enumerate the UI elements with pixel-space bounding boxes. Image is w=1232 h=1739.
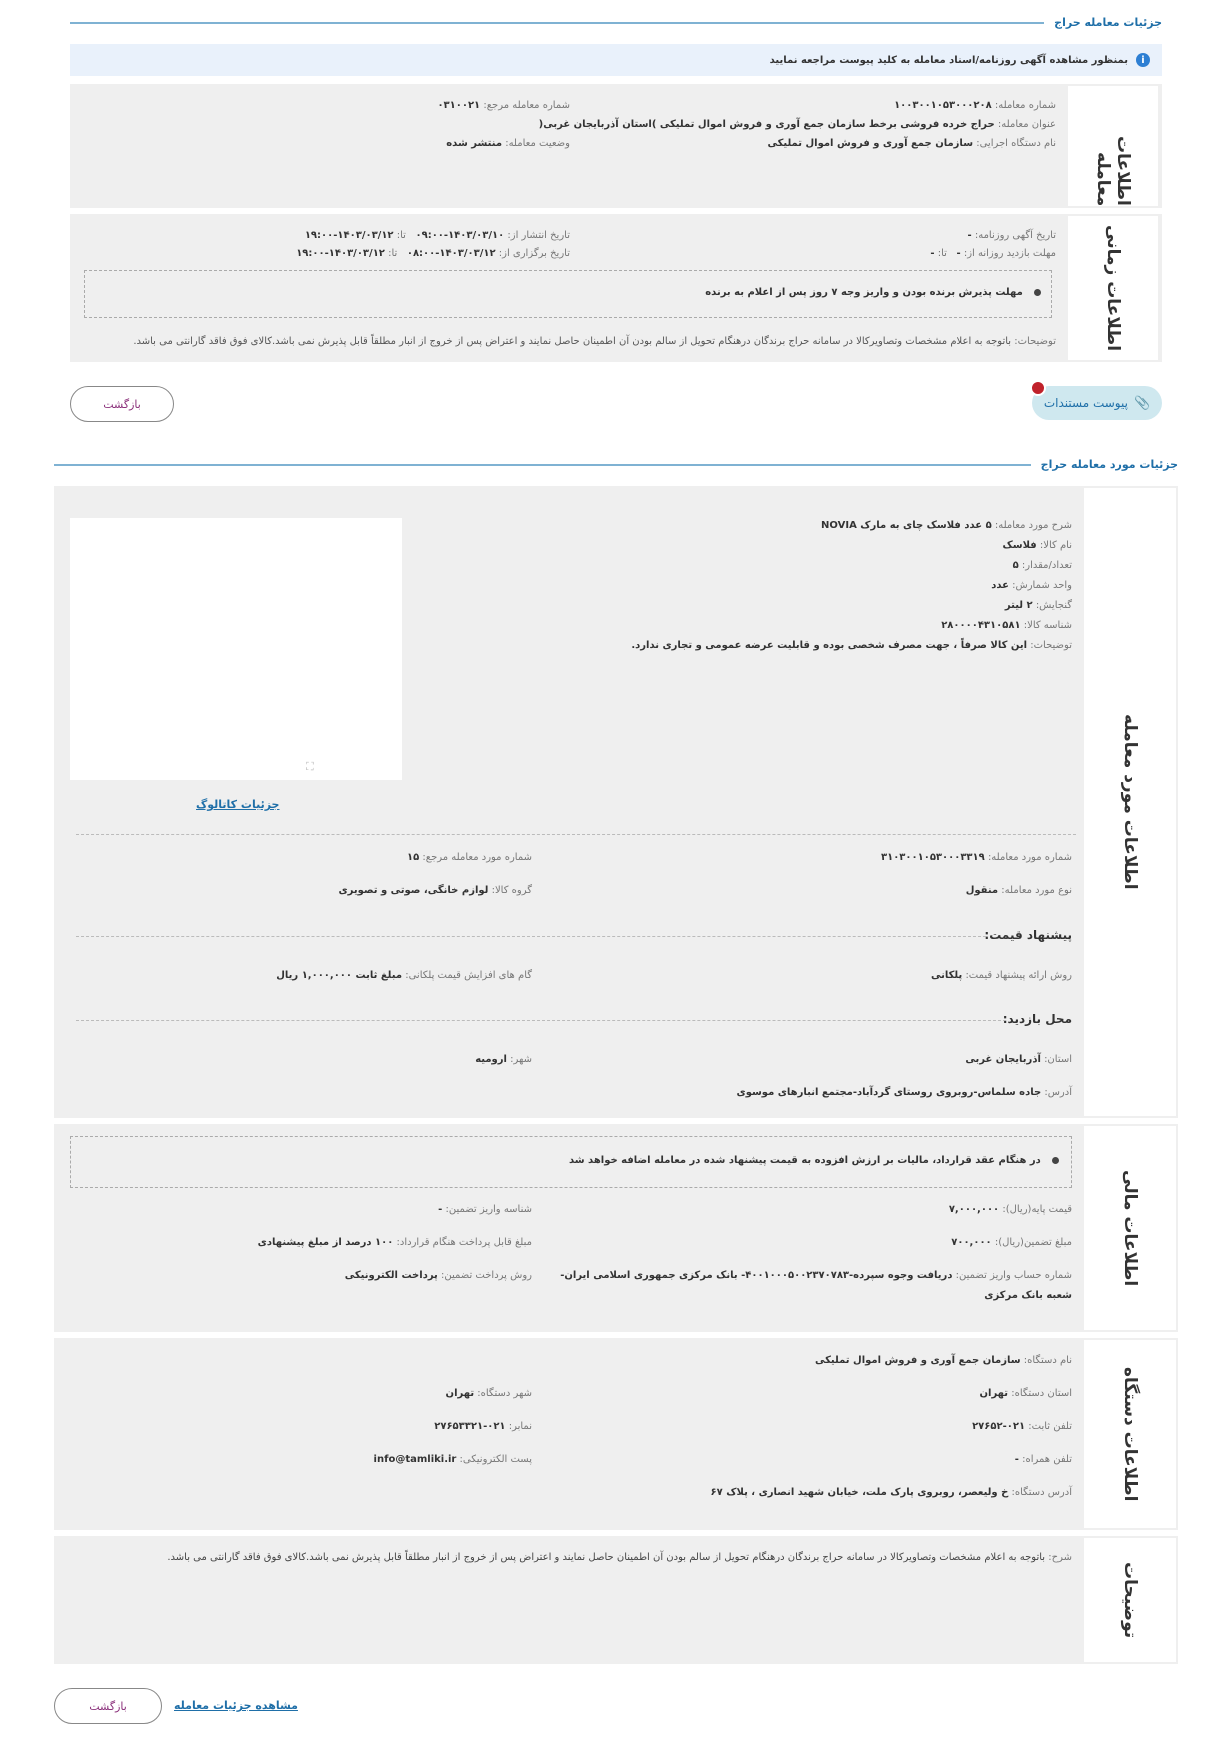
item-unit: واحد شمارش: عدد xyxy=(991,580,1072,591)
price-offer-heading: پیشنهاد قیمت: xyxy=(984,928,1072,942)
publish-date: تاریخ انتشار از: ۱۴۰۳/۰۳/۱۰-۰۹:۰۰ تا: ۱۴۰۳/۰۳/۱۲-۱۹:۰۰ xyxy=(304,230,570,241)
notes-heading: توضیحات xyxy=(1120,1561,1140,1639)
agency-mobile: تلفن همراه: - xyxy=(1014,1454,1072,1465)
item-number: شماره مورد معامله: ۳۱۰۳۰۰۱۰۵۳۰۰۰۳۳۱۹ xyxy=(880,852,1072,863)
agency-heading-box xyxy=(1084,1340,1176,1528)
payment-method: روش پرداخت تضمین: پرداخت الکترونیکی xyxy=(344,1270,532,1281)
guarantee-amount: مبلغ تضمین(ریال): ۷۰۰,۰۰۰ xyxy=(951,1237,1072,1248)
time-info-heading-box xyxy=(1068,216,1158,360)
item-info-heading-box xyxy=(1084,488,1176,1116)
vat-notice: در هنگام عقد قرارداد، مالیات بر ارزش افزوده به قیمت پیشنهاد شده در معامله اضافه خواهد شد xyxy=(569,1155,1059,1166)
offer-method: روش ارائه پیشنهاد قیمت: پلکانی xyxy=(930,970,1072,981)
divider xyxy=(70,22,1044,24)
visit-address: آدرس: جاده سلماس-روبروی روستای گردآباد-مجتمع انبارهای موسوی xyxy=(736,1087,1072,1098)
deal-info-heading: اطلاعات معامله xyxy=(1093,136,1133,206)
item-quantity: تعداد/مقدار: ۵ xyxy=(1012,560,1072,571)
finance-heading: اطلاعات مالی xyxy=(1120,1169,1140,1287)
attach-docs-label: پیوست مستندات xyxy=(1043,396,1128,410)
info-notice xyxy=(70,44,1162,76)
bullet-icon xyxy=(1034,289,1041,296)
item-notes: توضیحات: این کالا صرفاً ، جهت مصرف شخصی بوده و قابلیت عرضه عمومی و تجاری ندارد. xyxy=(631,640,1072,651)
deal-ref-number: شماره معامله مرجع: ۰۳۱۰۰۲۱ xyxy=(437,100,570,111)
deal-section-title xyxy=(70,16,1162,29)
notes-heading-box xyxy=(1084,1538,1176,1662)
payable-amount: مبلغ قابل پرداخت هنگام قرارداد: ۱۰۰ درصد از مبلغ پیشنهادی xyxy=(257,1237,532,1248)
attach-docs-button[interactable] xyxy=(1032,386,1162,420)
item-section-title-text: جزئیات مورد معامله حراج xyxy=(1040,458,1178,471)
agency-fax: نمابر: ۰۲۱-۲۷۶۵۳۳۲۱ xyxy=(434,1421,532,1432)
view-deal-details-link[interactable]: مشاهده جزئیات معامله xyxy=(174,1699,298,1712)
finance-heading-box xyxy=(1084,1126,1176,1330)
agency-heading: اطلاعات دستگاه xyxy=(1120,1366,1140,1502)
agency-city: شهر دستگاه: تهران xyxy=(445,1388,532,1399)
agency-panel xyxy=(54,1338,1178,1530)
paperclip-icon: 📎 xyxy=(1133,395,1151,411)
item-section-title xyxy=(54,458,1178,471)
acceptance-notice-box xyxy=(84,270,1052,318)
base-price: قیمت پایه(ریال): ۷,۰۰۰,۰۰۰ xyxy=(948,1204,1072,1215)
acceptance-notice: مهلت پذیرش برنده بودن و واریز وجه ۷ روز پس از اعلام به برنده xyxy=(705,287,1041,298)
back-button-bottom[interactable]: بازگشت xyxy=(54,1688,162,1724)
item-ref-number: شماره مورد معامله مرجع: ۱۵ xyxy=(406,852,532,863)
item-type: نوع مورد معامله: منقول xyxy=(965,885,1072,896)
agency-name: نام دستگاه: سازمان جمع آوری و فروش اموال تملیکی xyxy=(815,1355,1072,1366)
deposit-account: شماره حساب واریز تضمین: دریافت وجوه سپرده-۴۰۰۱۰۰۰۵۰۰۲۳۷۰۷۸۳- بانک مرکزی جمهوری اسلامی ایران- xyxy=(560,1270,1072,1281)
back-button-top[interactable]: بازگشت xyxy=(70,386,174,422)
deal-number: شماره معامله: ۱۰۰۳۰۰۱۰۵۳۰۰۰۲۰۸ xyxy=(894,100,1056,111)
deal-agency: نام دستگاه اجرایی: سازمان جمع آوری و فروش اموال تملیکی xyxy=(767,138,1056,149)
hold-date: تاریخ برگزاری از: ۱۴۰۳/۰۳/۱۲-۰۸:۰۰ تا: ۱۴۰۳/۰۳/۱۲-۱۹:۰۰ xyxy=(296,248,570,259)
bullet-icon xyxy=(1052,1157,1059,1164)
vat-notice-box xyxy=(70,1136,1072,1188)
item-capacity: گنجایش: ۲ لیتر xyxy=(1004,600,1072,611)
item-code: شناسه کالا: ۲۸۰۰۰۰۴۳۱۰۵۸۱ xyxy=(941,620,1072,631)
info-icon: i xyxy=(1136,53,1150,67)
divider xyxy=(54,464,1031,466)
catalog-details-link[interactable]: جزئیات کاتالوگ xyxy=(196,798,280,811)
visit-city: شهر: ارومیه xyxy=(475,1054,532,1065)
divider xyxy=(76,1020,1006,1021)
newspaper-date: تاریخ آگهی روزنامه: - xyxy=(967,230,1056,241)
divider xyxy=(76,936,986,937)
item-description: شرح مورد معامله: ۵ عدد فلاسک چای به مارک NOVIA xyxy=(821,520,1072,531)
agency-phone: تلفن ثابت: ۰۲۱-۲۷۶۵۲ xyxy=(972,1421,1072,1432)
item-image[interactable] xyxy=(70,518,402,780)
deposit-id: شناسه واریز تضمین: - xyxy=(438,1204,532,1215)
agency-province: استان دستگاه: تهران xyxy=(979,1388,1072,1399)
agency-email: پست الکترونیکی: info@tamliki.ir xyxy=(373,1454,532,1465)
divider xyxy=(76,834,1076,835)
attach-count-badge xyxy=(1030,380,1046,396)
item-name: نام کالا: فلاسک xyxy=(1002,540,1072,551)
deposit-account-branch: شعبه بانک مرکزی xyxy=(984,1290,1072,1301)
visit-location-heading: محل بازدید: xyxy=(1002,1012,1072,1026)
info-notice-text: بمنظور مشاهده آگهی روزنامه/اسناد معامله به کلید پیوست مراجعه نمایید xyxy=(769,54,1128,66)
time-description: توضیحات: باتوجه به اعلام مشخصات وتصاویرکالا در سامانه حراج برندگان درهنگام تحویل از سالم بودن آن اطمینان حاصل نمایند و اعتراض پس از خروج از انبار مطلقاً قابل پذیرش نمی باشد.کالای فوق فاقد گارانتی می باشد. xyxy=(133,336,1056,347)
deal-section-title-text: جزئیات معامله حراج xyxy=(1054,16,1162,29)
deal-info-heading-box xyxy=(1068,86,1158,206)
item-group: گروه کالا: لوازم خانگی، صوتی و تصویری xyxy=(338,885,532,896)
time-info-heading: اطلاعات زمانی xyxy=(1103,224,1123,352)
agency-address: آدرس دستگاه: خ ولیعصر، روبروی پارک ملت، خیابان شهید انصاری ، پلاک ۶۷ xyxy=(710,1487,1072,1498)
item-info-heading: اطلاعات مورد معامله xyxy=(1120,714,1140,890)
deal-title: عنوان معامله: حراج خرده فروشی برخط سازمان جمع آوری و فروش اموال تملیکی )استان آذربایجان غربی( xyxy=(538,119,1056,130)
price-step: گام های افزایش قیمت پلکانی: مبلغ ثابت ۱,۰۰۰,۰۰۰ ریال xyxy=(276,970,532,981)
visit-province: استان: آذربایجان غربی xyxy=(965,1054,1072,1065)
visit-deadline: مهلت بازدید روزانه از: - تا: - xyxy=(930,248,1056,259)
deal-status: وضعیت معامله: منتشر شده xyxy=(446,138,570,149)
notes-text: شرح: باتوجه به اعلام مشخصات وتصاویرکالا در سامانه حراج برندگان درهنگام تحویل از سالم بودن آن اطمینان حاصل نمایند و اعتراض پس از خروج از انبار مطلقاً قابل پذیرش نمی باشد.کالای فوق فاقد گارانتی می باشد. xyxy=(167,1552,1072,1563)
expand-icon[interactable]: ⛶ xyxy=(306,760,314,773)
